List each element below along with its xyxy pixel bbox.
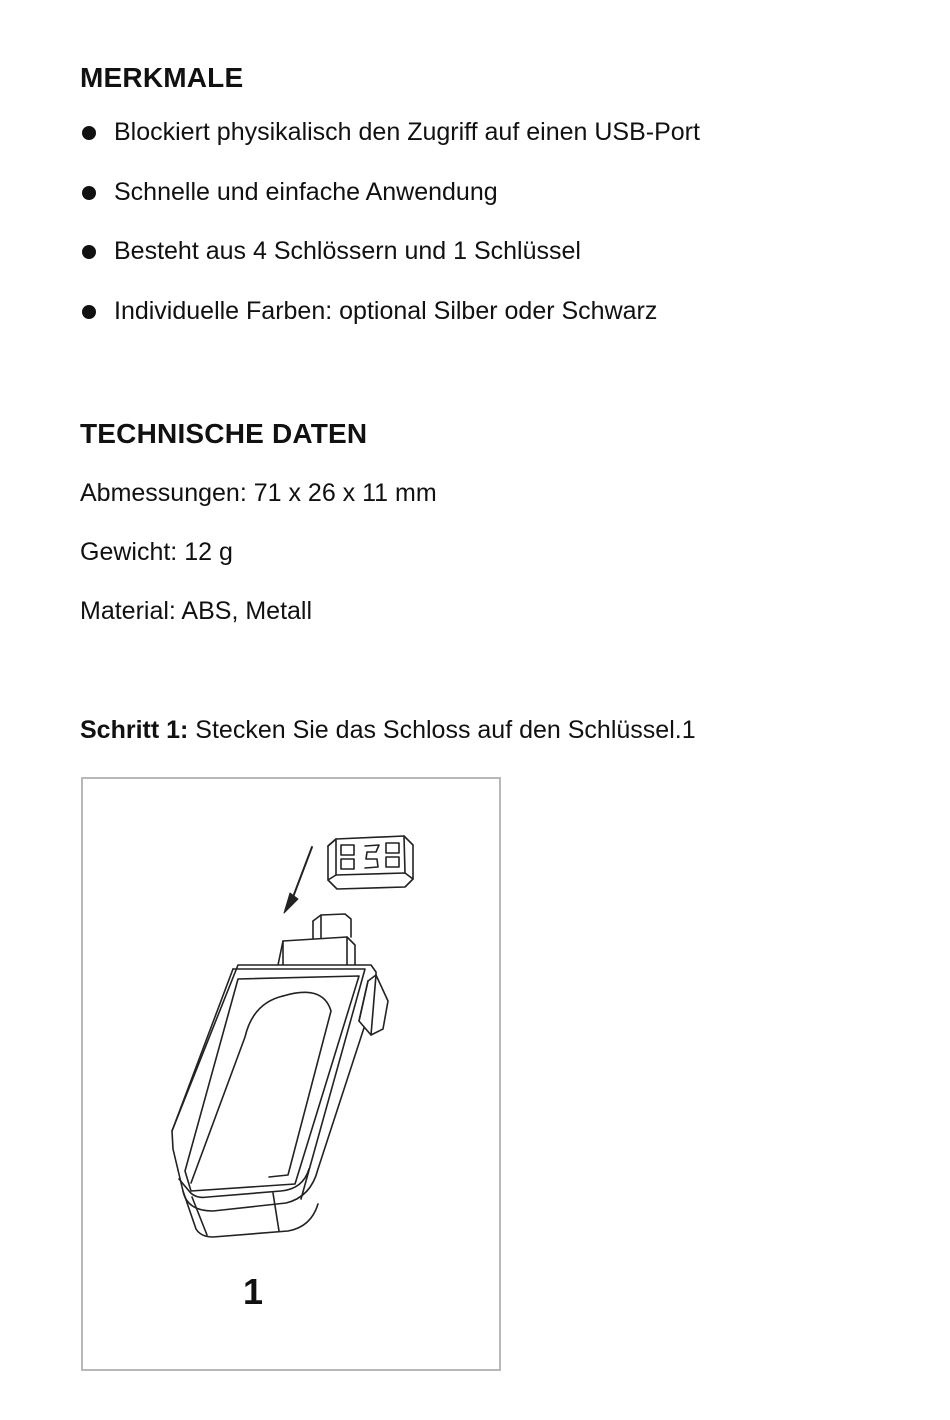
step-text: Stecken Sie das Schloss auf den Schlüssel.1 <box>188 716 696 744</box>
list-item <box>80 297 700 357</box>
features-list <box>80 118 700 356</box>
usb-key-icon <box>172 914 388 1237</box>
specs-heading: TECHNISCHE DATEN <box>80 418 368 449</box>
feature-text: Besteht aus 4 Schlössern und 1 Schlüssel <box>114 237 581 265</box>
spec-weight: Gewicht: 12 g <box>80 538 233 566</box>
bullet-icon <box>82 305 96 319</box>
step-instruction <box>80 716 696 745</box>
list-item <box>80 178 700 238</box>
feature-text: Schnelle und einfache Anwendung <box>114 177 498 206</box>
bullet-icon <box>82 186 96 200</box>
arrow-icon <box>284 847 312 913</box>
bullet-icon <box>82 245 96 259</box>
feature-text: Blockiert physikalisch den Zugriff auf einen USB-Port <box>114 118 700 146</box>
step-label: Schritt 1: <box>80 716 189 744</box>
features-heading: MERKMALE <box>80 62 244 93</box>
step-illustration <box>81 777 501 1371</box>
figure-number: 1 <box>242 1271 264 1312</box>
feature-text: Individuelle Farben: optional Silber oder Schwarz <box>114 296 658 325</box>
usb-lock-icon <box>328 836 413 889</box>
bullet-icon <box>82 126 96 140</box>
spec-material: Material: ABS, Metall <box>80 597 313 625</box>
list-item <box>80 237 700 297</box>
spec-dimensions: Abmessungen: 71 x 26 x 11 mm <box>80 479 437 507</box>
list-item <box>80 118 700 178</box>
